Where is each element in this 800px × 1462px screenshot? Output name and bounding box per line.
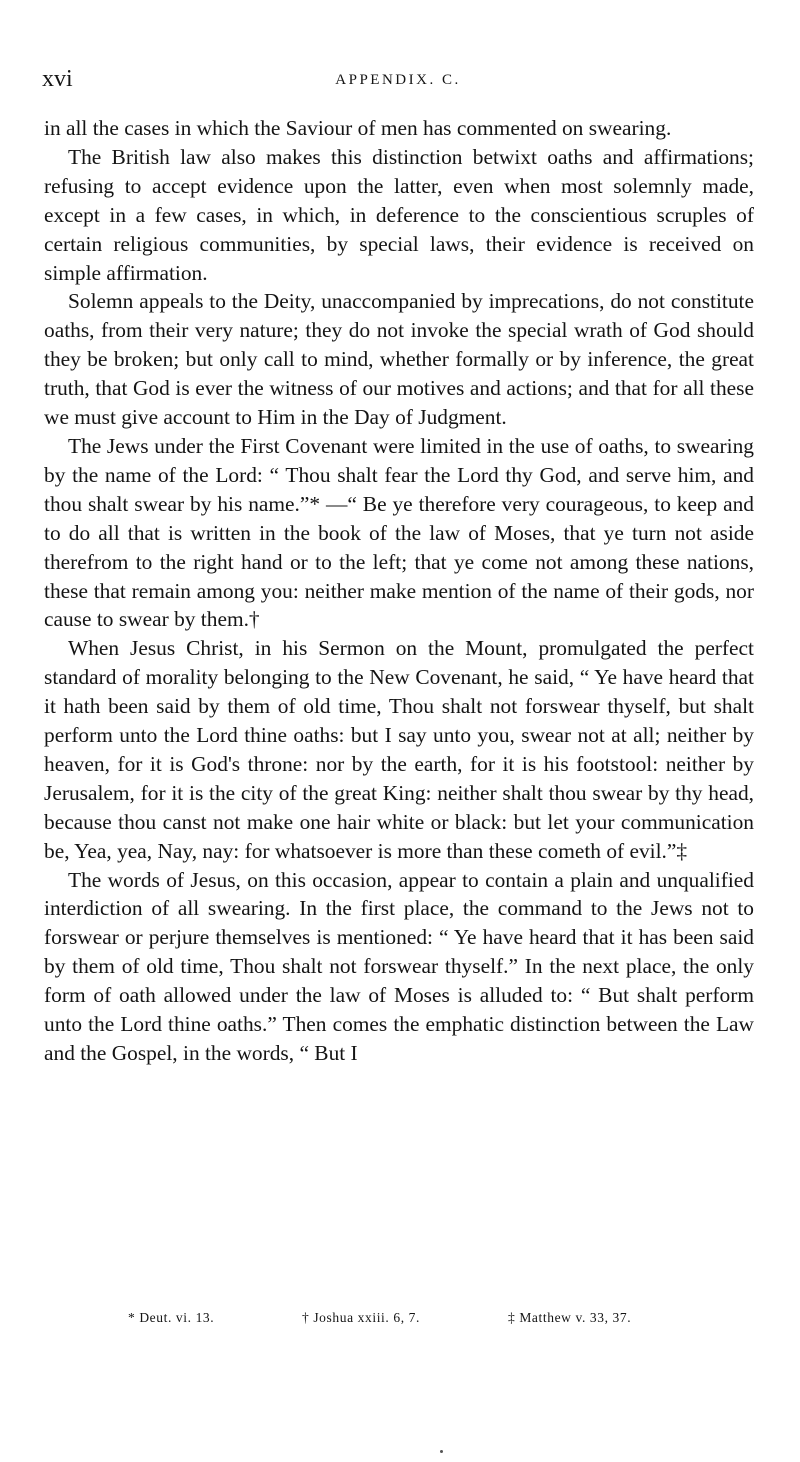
paragraph-sermon-on-the-mount: When Jesus Christ, in his Sermon on the Mount, promulgated the perfect standard of morality belonging to the New Covenant, he said, “ Ye have heard that it hath been said by them of old time, Thou shalt not forswear thyself, but shalt perform unto the Lord thine oaths: but I say unto you, swear not at all; neither by heaven, for it is God's throne: nor by the earth, for it is his footstool: neither by Jerusalem, for it is the city of the great King: neither shalt thou swear by thy head, because thou canst not make one hair white or black: but let your communication be, Yea, yea, Nay, nay: for whatsoever is more than these cometh of evil.”‡	[44, 636, 754, 863]
body-text	[44, 114, 754, 1068]
paragraph-british-law: The British law also makes this distinction betwixt oaths and affirmations; refusing to accept evidence upon the latter, even when most solemnly made, except in a few cases, in which, in deference to the conscientious scruples of certain religious communities, by special laws, their evidence is received on simple affirmation.	[44, 144, 754, 285]
footnote-joshua: † Joshua xxiii. 6, 7.	[302, 1310, 420, 1325]
footnote-matthew: ‡ Matthew v. 33, 37.	[508, 1310, 632, 1325]
paragraph-first-covenant: The Jews under the First Covenant were limited in the use of oaths, to swearing by the name of the Lord: “ Thou shalt fear the Lord thy God, and serve him, and thou shalt swear by his name.”* —“ Be ye therefore very courageous, to keep and to do all that is written in the book of the law of Moses, that ye turn not aside therefrom to the right hand or to the left; that ye come not among these nations, these that remain among you: neither make mention of the name of their gods, nor cause to swear by them.†	[44, 433, 754, 632]
paragraph-words-of-jesus: The words of Jesus, on this occasion, appear to contain a plain and unqualified interdiction of all swearing. In the first place, the command to the Jews not to forswear or perjure themselves is mentioned: “ Ye have heard that it has been said by them of old time, Thou shalt not forswear thyself.” In the next place, the only form of oath allowed under the law of Moses is alluded to: “ But shalt perform unto the Lord thine oaths.” Then comes the emphatic distinction between the Law and the Gospel, in the words, “ But I	[44, 867, 754, 1065]
paragraph-continuation: in all the cases in which the Saviour of men has commented on swearing.	[44, 116, 672, 140]
ink-speck	[440, 1450, 443, 1453]
running-title: APPENDIX. C.	[335, 72, 461, 88]
running-head	[42, 66, 754, 92]
paragraph-solemn-appeals: Solemn appeals to the Deity, unaccompanied by imprecations, do not constitute oaths, from their very nature; they do not invoke the special wrath of God should they be broken; but only call to mind, whether formally or by inference, the great truth, that God is ever the witness of our motives and actions; and that for all these we must give account to Him in the Day of Judgment.	[44, 289, 754, 430]
footnote-deuteronomy: * Deut. vi. 13.	[128, 1310, 215, 1325]
page-number: xvi	[42, 66, 73, 92]
